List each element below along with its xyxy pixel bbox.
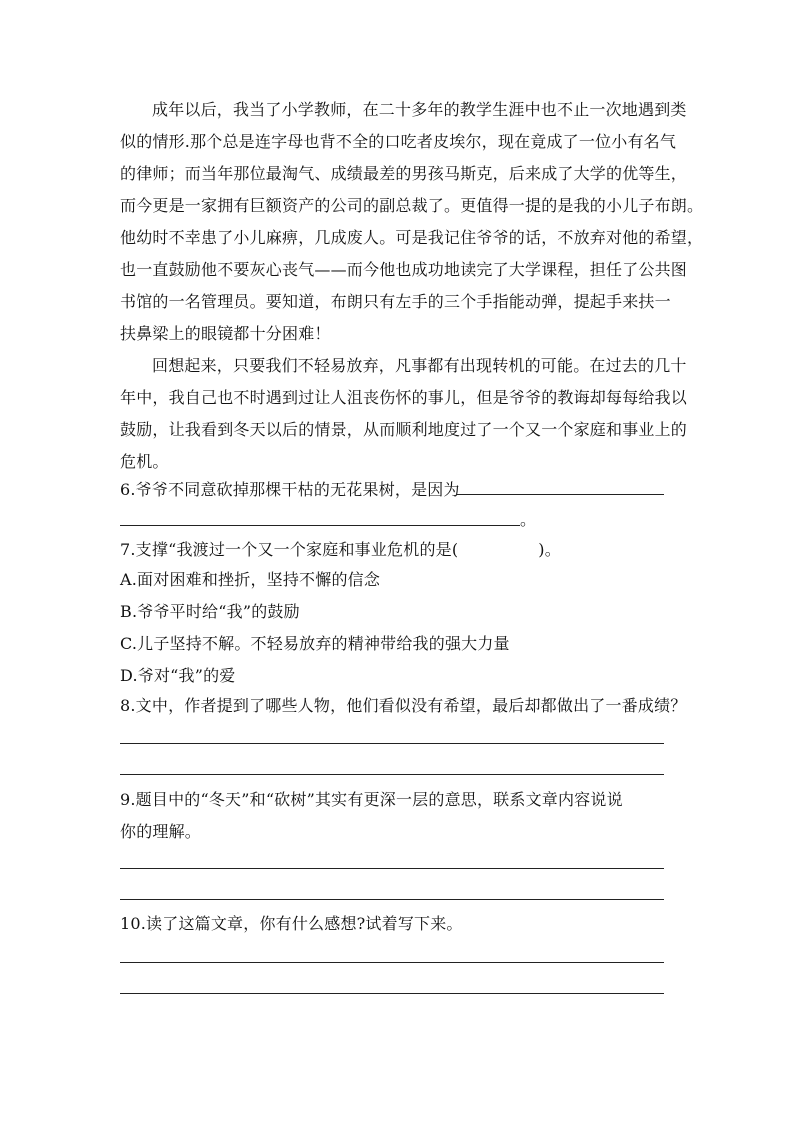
passage-line: 年中，我自己也不时遇到过让人沮丧伤怀的事儿，但是爷爷的教诲却每每给我以 [120,388,688,407]
passage-line: 似的情形.那个总是连字母也背不全的口吃者皮埃尔，现在竟成了一位小有名气 [120,132,677,151]
answer-line[interactable] [456,494,664,495]
passage-line: 成年以后，我当了小学教师，在二十多年的教学生涯中也不止一次地遇到类 [152,100,687,119]
passage-line: 鼓励，让我看到冬天以后的情景，从而顺利地度过了一个又一个家庭和事业上的 [120,420,688,439]
question-7 [120,540,561,560]
passage-line: 也一直鼓励他不要灰心丧气——而今他也成功地读完了大学课程，担任了公共图 [120,260,688,279]
question-6: 6.爷爷不同意砍掉那棵干枯的无花果树，是因为 [120,480,460,499]
option-b[interactable]: B.爷爷平时给“我”的鼓励 [120,602,300,621]
answer-line[interactable] [120,993,664,994]
answer-line[interactable] [120,743,664,744]
passage-line: 他幼时不幸患了小儿麻痹，几成废人。可是我记住爷爷的话，不放弃对他的希望， [120,228,704,247]
option-d[interactable]: D.爷对“我”的爱 [120,666,236,685]
option-a[interactable]: A.面对困难和挫折，坚持不懈的信念 [120,570,381,589]
answer-line[interactable] [120,774,664,775]
question-7-stem-start: 7.支撑“我渡过一个又一个家庭和事业危机的是( [120,540,459,559]
question-9-cont: 你的理解。 [120,822,202,841]
passage-line: 书馆的一名管理员。要知道，布朗只有左手的三个手指能动弹，提起手来扶一 [120,292,671,311]
passage-line: 危机。 [120,452,169,471]
answer-line[interactable] [120,962,664,963]
question-7-stem-end: )。 [538,540,561,559]
question-6-end: 。 [520,510,537,529]
passage-line: 扶鼻梁上的眼镜都十分困难！ [120,324,331,343]
question-8: 8.文中，作者提到了哪些人物，他们看似没有希望，最后却都做出了一番成绩？ [120,696,687,715]
answer-line[interactable] [120,868,664,869]
option-c[interactable]: C.儿子坚持不解。不轻易放弃的精神带给我的强大力量 [120,634,510,653]
answer-line[interactable] [120,899,664,900]
passage-line: 的律师；而当年那位最淘气、成绩最差的男孩马斯克，后来成了大学的优等生， [120,164,688,183]
question-10: 10.读了这篇文章，你有什么感想?试着写下来。 [120,914,463,933]
passage-line: 而今更是一家拥有巨额资产的公司的副总裁了。更值得一提的是我的小儿子布朗。 [120,196,704,215]
passage-line: 回想起来，只要我们不轻易放弃，凡事都有出现转机的可能。在过去的几十 [152,356,687,375]
answer-line[interactable] [120,525,520,526]
question-9: 9.题目中的“冬天”和“砍树”其实有更深一层的意思，联系文章内容说说 [120,790,623,809]
